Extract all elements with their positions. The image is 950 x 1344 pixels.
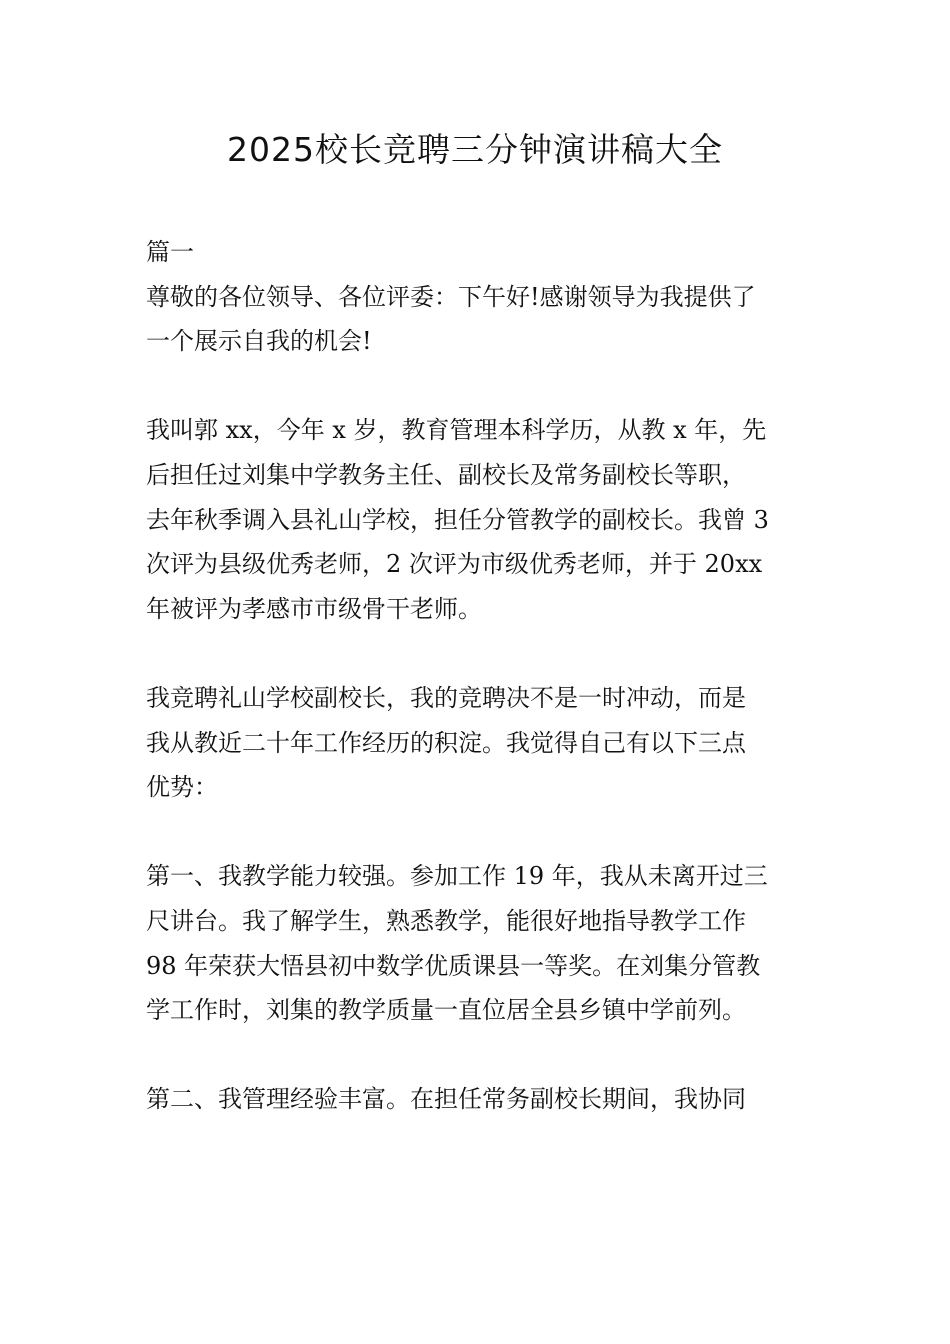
paragraph-line: 年被评为孝感市市级骨干老师。 — [146, 594, 482, 623]
section-heading: 篇一 — [146, 238, 194, 266]
paragraph-line: 第二、我管理经验丰富。在担任常务副校长期间，我协同 — [146, 1085, 746, 1114]
paragraph-second-advantage — [146, 1077, 808, 1122]
paragraph-spacer — [146, 631, 808, 676]
document-title: 2025校长竞聘三分钟演讲稿大全 — [227, 130, 723, 169]
paragraph-line: 我竞聘礼山学校副校长，我的竞聘决不是一时冲动，而是 — [146, 683, 746, 712]
paragraph-line: 98 年荣获大悟县初中数学优质课县一等奖。在刘集分管教 — [146, 951, 761, 980]
paragraph-line: 学工作时，刘集的教学质量一直位居全县乡镇中学前列。 — [146, 996, 746, 1025]
paragraph-spacer — [146, 810, 808, 855]
paragraph-line: 尺讲台。我了解学生，熟悉教学，能很好地指导教学工作 — [146, 906, 746, 935]
paragraph-line: 后担任过刘集中学教务主任、副校长及常务副校长等职， — [146, 460, 746, 489]
paragraph-introduction — [146, 408, 808, 631]
paragraph-spacer — [146, 364, 808, 409]
paragraph-line: 尊敬的各位领导、各位评委：下午好!感谢领导为我提供了 — [146, 282, 756, 311]
paragraph-line: 我叫郭 xx，今年 x 岁，教育管理本科学历，从教 x 年，先 — [146, 416, 767, 445]
paragraph-greeting — [146, 275, 808, 364]
paragraph-line: 第一、我教学能力较强。参加工作 19 年，我从未离开过三 — [146, 862, 768, 891]
paragraph-line: 我从教近二十年工作经历的积淀。我觉得自己有以下三点 — [146, 728, 746, 757]
paragraph-spacer — [146, 1033, 808, 1078]
document-body — [146, 230, 808, 1122]
paragraph-line: 次评为县级优秀老师，2 次评为市级优秀老师，并于 20xx — [146, 550, 763, 579]
paragraph-motivation — [146, 676, 808, 810]
paragraph-first-advantage — [146, 854, 808, 1032]
paragraph-line: 去年秋季调入县礼山学校，担任分管教学的副校长。我曾 3 — [146, 505, 769, 534]
paragraph-line: 一个展示自我的机会! — [146, 327, 372, 356]
paragraph-line: 优势： — [146, 773, 218, 802]
